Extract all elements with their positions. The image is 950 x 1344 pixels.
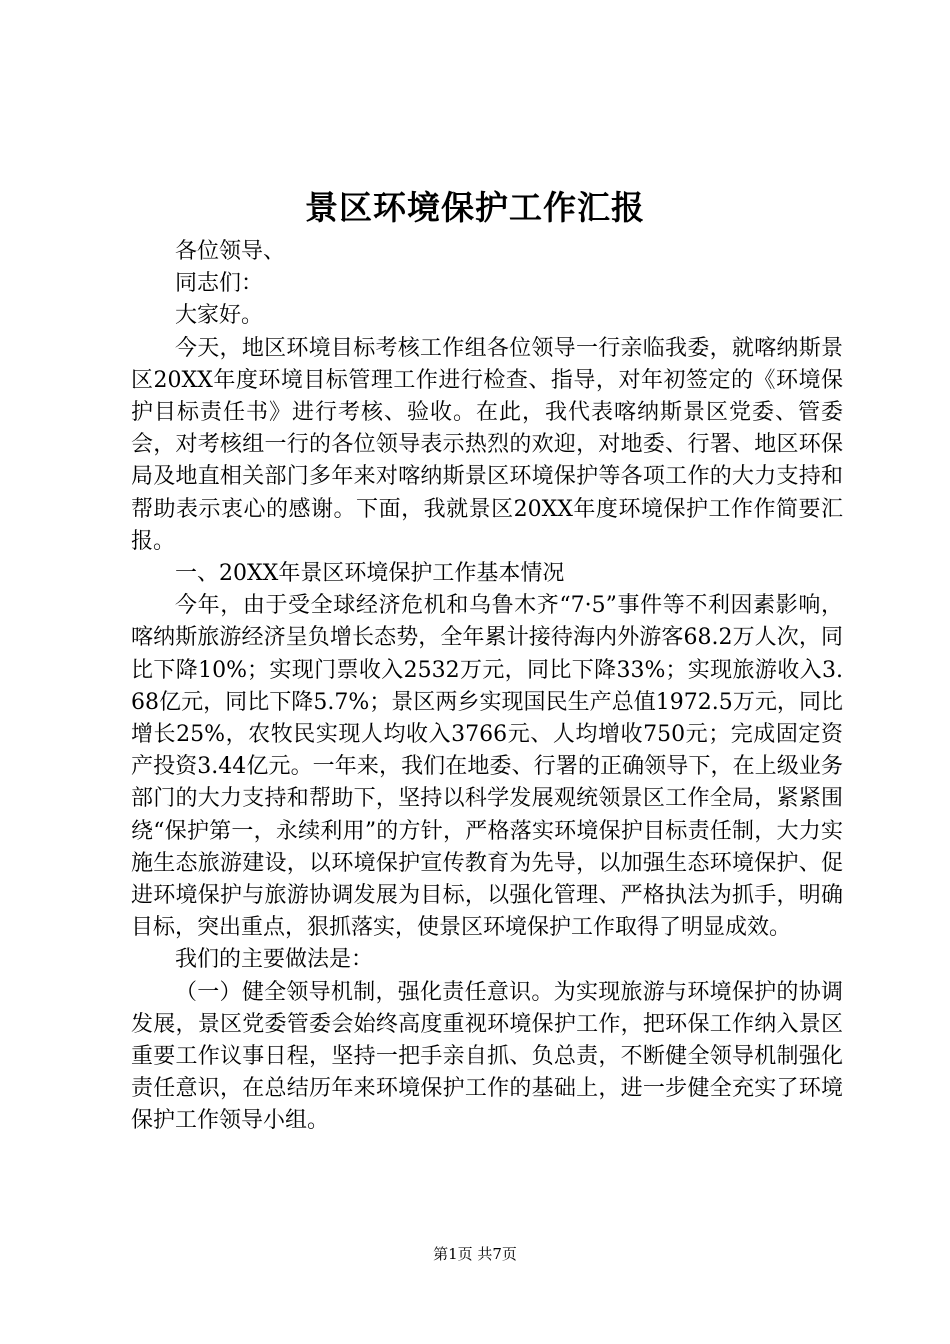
greeting-line: 大家好。 [175,303,264,329]
document-body [131,236,843,1138]
body-paragraph: 我们的主要做法是： [175,947,374,973]
intro-paragraph: 今天，地区环境目标考核工作组各位领导一行亲临我委，就喀纳斯景区20XX年度环境目标管理工作进行检查、指导，对年初签定的《环境保护目标责任书》进行考核、验收。在此，我代表喀纳斯景区党委、管委会，对考核组一行的各位领导表示热烈的欢迎，对地委、行署、地区环保局及地直相关部门多年来对喀纳斯景区环境保护等各项工作的大力支持和帮助表示衷心的感谢。下面，我就景区20XX年度环境保护工作作简要汇报。 [131,335,843,554]
body-paragraph: 今年，由于受全球经济危机和乌鲁木齐“7·5”事件等不利因素影响，喀纳斯旅游经济呈负增长态势，全年累计接待海内外游客68.2万人次，同比下降10%；实现门票收入2532万元，同比下降33%；实现旅游收入3.68亿元，同比下降5.7%；景区两乡实现国民生产总值1972.5万元，同比增长25%，农牧民实现人均收入3766元、人均增收750元；完成固定资产投资3.44亿元。一年来，我们在地委、行署的正确领导下，在上级业务部门的大力支持和帮助下，坚持以科学发展观统领景区工作全局，紧紧围绕“保护第一，永续利用”的方针，严格落实环境保护目标责任制，大力实施生态旅游建设，以环境保护宣传教育为先导，以加强生态环境保护、促进环境保护与旅游协调发展为目标，以强化管理、严格执法为抓手，明确目标，突出重点，狠抓落实，使景区环境保护工作取得了明显成效。 [131,593,843,941]
page-number: 第1页 共7页 [433,1245,517,1263]
salutation-line: 同志们： [175,271,264,297]
salutation-line: 各位领导、 [175,239,286,264]
section-heading: 一、20XX年景区环境保护工作基本情况 [175,561,565,587]
document-title: 景区环境保护工作汇报 [305,188,645,227]
body-paragraph: （一）健全领导机制，强化责任意识。为实现旅游与环境保护的协调发展，景区党委管委会始终高度重视环境保护工作，把环保工作纳入景区重要工作议事日程，坚持一把手亲自抓、负总责，不断健全领导机制强化责任意识，在总结历年来环境保护工作的基础上，进一步健全充实了环境保护工作领导小组。 [131,979,843,1134]
